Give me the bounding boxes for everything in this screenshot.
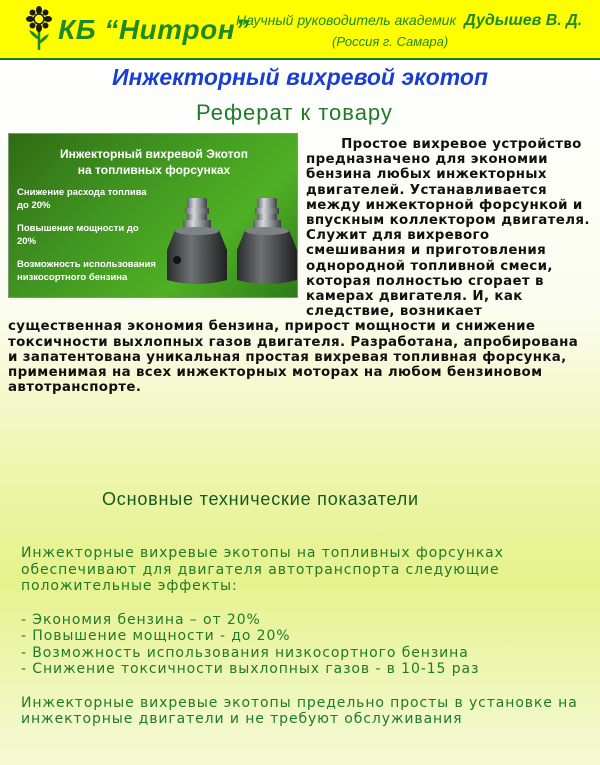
image-float-spacer [8,137,306,305]
product-feature-fuel: Снижение расхода топлива до 20% [17,187,147,211]
product-description [8,137,595,396]
product-feature-power: Повышение мощности до 20% [17,223,139,247]
header-bar [0,0,600,60]
product-image-title-line2: на топливных форсунках [77,163,231,177]
product-description-text: Простое вихревое устройство предназначено для экономии бензина любых инжекторных двигателей. Устанавливается между инжекторной форсункой и впускным коллектором двигателя. Служит для вихревого смешивания и приготовления однородной топливной смеси, которая полностью сгорает в камерах двигателя. И, как следствие, возникает существенная экономия бензина, прирост мощности и снижение токсичности выхлопных газов двигателя. Разработана, апробирована и запатентована уникальная простая вихревая топливная форсунка, применимая на всех инжекторных моторах на любом бензиновом автотранспорте. [8,137,595,396]
page-subtitle: Реферат к товару [196,100,393,125]
supervisor-label: Научный руководитель академик [236,12,457,28]
page-title: Инжекторный вихревой экотоп [111,64,489,90]
location-text: (Россия г. Самара) [332,34,449,49]
brand-name: КБ “Нитрон” [58,14,250,45]
supervisor-line [236,12,582,30]
product-image-title-line1: Инжекторный вихревой Экотоп [60,147,248,161]
specs-block [21,545,591,728]
list-item: - Повышение мощности - до 20% [21,628,291,644]
list-item: - Возможность использования низкосортного бензина [21,644,469,661]
spacer [21,678,591,695]
specs-outro: Инжекторные вихревые экотопы предельно просты в установке на инжекторные двигатели и не требуют обслуживания [21,694,578,727]
supervisor-name: Дудышев В. Д. [464,12,583,29]
list-item: - Экономия бензина – от 20% [21,611,261,628]
sunflower-logo-icon [24,6,54,52]
section-title-specs: Основные технические показатели [102,489,419,509]
list-item: - Снижение токсичности выхлопных газов - в 10-15 раз [21,661,480,677]
spacer [21,595,591,612]
specs-intro: Инжекторные вихревые экотопы на топливных форсунках обеспечивают для двигателя автотранспорта следующие положительные эффекты: [21,545,504,594]
product-feature-gasoline: Возможность использования низкосортного бензина [17,259,156,283]
specs-list [21,612,591,678]
